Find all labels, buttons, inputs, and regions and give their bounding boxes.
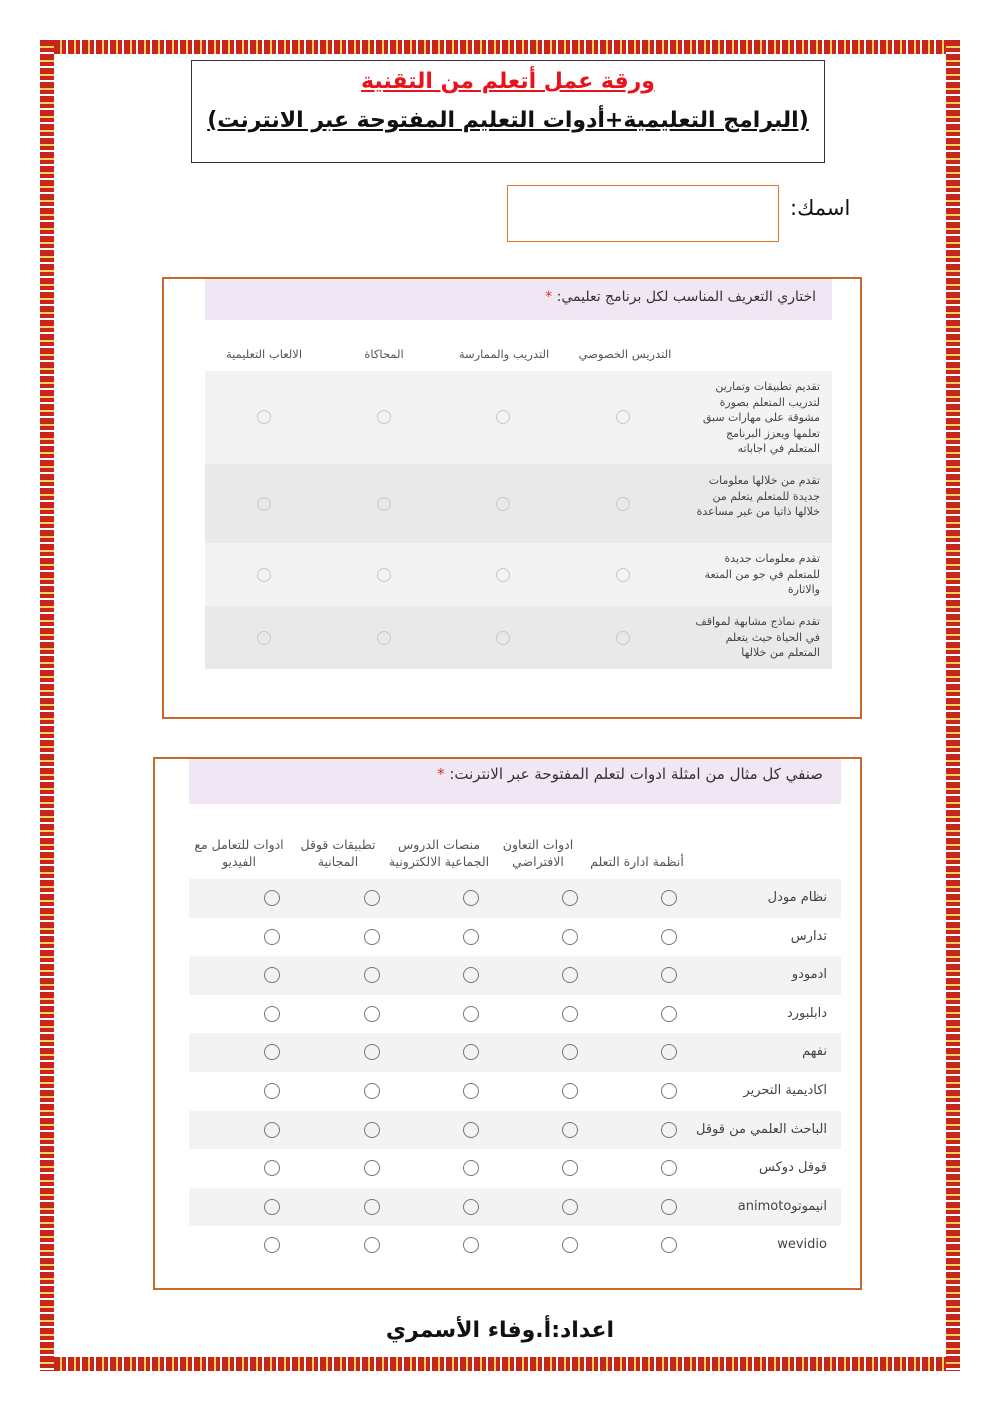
q2-row — [189, 1149, 841, 1188]
q1-row-label: تقدم معلومات جديدة للمتعلم في جو من المتعة والاثارة — [704, 552, 820, 596]
q2-row-label: wevidio — [777, 1237, 827, 1253]
q2-radio[interactable] — [364, 1006, 380, 1022]
q1-row-label: تقدم نماذج مشابهة لمواقف في الحياة حيث يتعلم المتعلم من خلالها — [695, 615, 820, 659]
decorative-border-right — [946, 40, 960, 1371]
required-mark: * — [545, 289, 553, 305]
question2-frame — [153, 757, 862, 1290]
question2-prompt: صنفي كل مثال من امثلة ادوات لتعلم المفتوحة عبر الانترنت: — [449, 765, 823, 783]
q2-radio[interactable] — [264, 1160, 280, 1176]
decorative-border-left — [40, 40, 54, 1371]
q2-radio[interactable] — [661, 1199, 677, 1215]
q1-radio[interactable] — [616, 631, 630, 645]
q2-radio[interactable] — [463, 1122, 479, 1138]
q2-radio[interactable] — [264, 1006, 280, 1022]
q2-radio[interactable] — [463, 1237, 479, 1253]
worksheet-title: ورقة عمل أتعلم من التقنية — [361, 69, 655, 94]
q1-column-header: التدريب والممارسة — [458, 347, 550, 361]
question1-frame — [162, 277, 862, 719]
q2-row-label: تدارس — [790, 928, 827, 944]
q2-row-label: قوقل دوكس — [759, 1160, 827, 1176]
q2-radio[interactable] — [364, 1237, 380, 1253]
name-label: اسمك: — [790, 196, 851, 220]
q2-column-header: أنظمة ادارة التعلم — [590, 854, 684, 869]
q2-row-label: دابلبورد — [786, 1005, 827, 1021]
q2-column-header: منصات الدروس الجماعية الالكترونية — [388, 837, 490, 869]
q2-row — [189, 995, 841, 1034]
q2-radio[interactable] — [463, 929, 479, 945]
q2-radio[interactable] — [562, 1199, 578, 1215]
q2-radio[interactable] — [463, 1083, 479, 1099]
q1-radio[interactable] — [616, 568, 630, 582]
q1-row-label: تقدم من خلالها معلومات جديدة للمتعلم يتعلم من خلالها ذاتيا من غير مساعدة — [696, 474, 820, 518]
q2-radio[interactable] — [463, 1044, 479, 1060]
q2-radio[interactable] — [562, 1006, 578, 1022]
q2-row — [189, 1226, 841, 1265]
q2-column-header: ادوات للتعامل مع الفيديو — [194, 837, 284, 869]
q2-radio[interactable] — [264, 929, 280, 945]
q1-radio[interactable] — [377, 410, 391, 424]
q1-radio[interactable] — [377, 568, 391, 582]
q2-radio[interactable] — [364, 929, 380, 945]
q1-radio[interactable] — [257, 631, 271, 645]
q1-column-header: التدريس الخصوصي — [578, 347, 672, 361]
q2-radio[interactable] — [364, 967, 380, 983]
q1-row-label: تقديم تطبيقات وتمارين لتدريب المتعلم بصورة مشوقة على مهارات سبق تعلمها ويعزز البرنامج المتعلم في اجاباته — [702, 380, 820, 455]
q2-radio[interactable] — [364, 1044, 380, 1060]
required-mark: * — [437, 765, 445, 783]
decorative-border-bottom — [40, 1357, 960, 1371]
worksheet-subtitle: (البرامج التعليمية+أدوات التعليم المفتوحة عبر الانترنت) — [207, 108, 809, 133]
q2-row-label: انيموتوanimoto — [737, 1198, 827, 1214]
q2-radio[interactable] — [661, 929, 677, 945]
q2-radio[interactable] — [264, 967, 280, 983]
q2-row — [189, 1188, 841, 1227]
q2-radio[interactable] — [264, 1199, 280, 1215]
q1-radio[interactable] — [257, 410, 271, 424]
q2-radio[interactable] — [264, 1044, 280, 1060]
q2-radio[interactable] — [364, 1160, 380, 1176]
q1-radio[interactable] — [257, 497, 271, 511]
q2-column-header: تطبيقات قوقل المجانية — [300, 837, 376, 869]
q1-radio[interactable] — [257, 568, 271, 582]
q2-radio[interactable] — [661, 1160, 677, 1176]
q1-radio[interactable] — [496, 497, 510, 511]
q2-radio[interactable] — [364, 890, 380, 906]
q2-row-label: نظام مودل — [767, 890, 827, 905]
q2-row-label: اكاديمية التحرير — [743, 1083, 827, 1098]
q2-radio[interactable] — [264, 890, 280, 906]
q2-column-header: ادوات التعاون الافتراضي — [502, 837, 574, 869]
q2-radio[interactable] — [562, 967, 578, 983]
q1-column-header: المحاكاة — [364, 347, 404, 361]
q2-radio[interactable] — [661, 890, 677, 906]
q2-radio[interactable] — [264, 1237, 280, 1253]
q2-row-label: نفهم — [802, 1044, 827, 1060]
question1-prompt: اختاري التعريف المناسب لكل برنامج تعليمي: — [556, 289, 816, 305]
q2-radio[interactable] — [264, 1122, 280, 1138]
q1-radio[interactable] — [496, 631, 510, 645]
q2-radio[interactable] — [661, 1044, 677, 1060]
q1-radio[interactable] — [496, 410, 510, 424]
q1-radio[interactable] — [377, 631, 391, 645]
q2-row — [189, 879, 841, 918]
q2-radio[interactable] — [364, 1122, 380, 1138]
q1-radio[interactable] — [496, 568, 510, 582]
q2-radio[interactable] — [562, 1160, 578, 1176]
q2-radio[interactable] — [661, 1083, 677, 1099]
q2-radio[interactable] — [364, 1083, 380, 1099]
q2-radio[interactable] — [463, 1160, 479, 1176]
q2-row — [189, 918, 841, 957]
q2-row — [189, 1033, 841, 1072]
q2-radio[interactable] — [661, 1122, 677, 1138]
q1-column-header: الالعاب التعليمية — [225, 347, 303, 361]
q1-radio[interactable] — [616, 410, 630, 424]
q2-radio[interactable] — [562, 1237, 578, 1253]
question2-header — [189, 759, 841, 804]
q1-row — [205, 371, 832, 464]
q2-radio[interactable] — [562, 929, 578, 945]
q2-radio[interactable] — [661, 1006, 677, 1022]
question1-header — [205, 279, 832, 320]
q2-row — [189, 1111, 841, 1150]
q2-radio[interactable] — [463, 890, 479, 906]
name-input[interactable] — [507, 185, 779, 242]
q2-radio[interactable] — [562, 1122, 578, 1138]
q2-row-label: ادمودو — [791, 967, 827, 983]
q2-radio[interactable] — [661, 967, 677, 983]
decorative-border-top — [40, 40, 960, 54]
q2-radio[interactable] — [463, 967, 479, 983]
author-credit: اعداد:أ.وفاء الأسمري — [385, 1318, 615, 1343]
q1-radio[interactable] — [616, 497, 630, 511]
q1-row — [205, 543, 832, 606]
q2-radio[interactable] — [562, 890, 578, 906]
q2-radio[interactable] — [562, 1083, 578, 1099]
q2-radio[interactable] — [562, 1044, 578, 1060]
title-box — [191, 60, 825, 163]
q2-radio[interactable] — [463, 1199, 479, 1215]
q2-radio[interactable] — [661, 1237, 677, 1253]
q2-radio[interactable] — [364, 1199, 380, 1215]
q2-row — [189, 956, 841, 995]
q2-radio[interactable] — [463, 1006, 479, 1022]
q2-radio[interactable] — [264, 1083, 280, 1099]
q2-row — [189, 1072, 841, 1111]
q2-row-label: الباحث العلمي من قوقل — [695, 1121, 827, 1137]
q1-row — [205, 464, 832, 543]
q1-row — [205, 606, 832, 669]
q1-radio[interactable] — [377, 497, 391, 511]
